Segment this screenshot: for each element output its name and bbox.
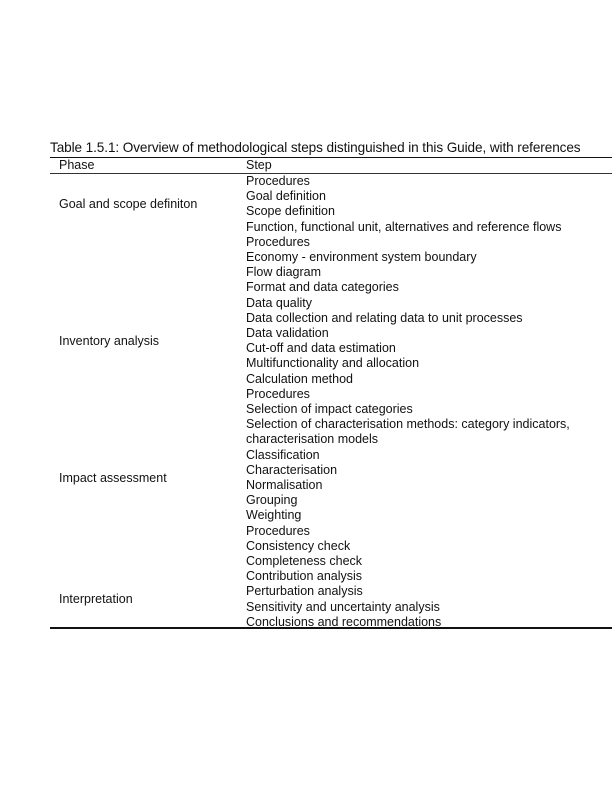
step-item: Selection of characterisation methods: category indicators, xyxy=(246,417,570,432)
step-item: Calculation method xyxy=(246,371,354,386)
header-phase: Phase xyxy=(59,158,95,172)
step-item: Sensitivity and uncertainty analysis xyxy=(246,599,440,614)
step-item: Procedures xyxy=(246,386,310,401)
methodology-table xyxy=(50,139,612,629)
step-item: Conclusions and recommendations xyxy=(246,614,442,629)
step-item: Procedures xyxy=(246,174,310,188)
step-item: Perturbation analysis xyxy=(246,584,363,599)
phase-inventory: Inventory analysis xyxy=(59,334,160,348)
step-item: Format and data categories xyxy=(246,280,399,295)
phase-impact: Impact assessment xyxy=(59,471,167,485)
step-item: Cut-off and data estimation xyxy=(246,341,396,356)
step-item: Procedures xyxy=(246,523,310,538)
step-item: Economy - environment system boundary xyxy=(246,250,477,265)
step-item: Data collection and relating data to unit processes xyxy=(246,310,523,325)
step-item: Normalisation xyxy=(246,478,323,493)
step-item: Goal definition xyxy=(246,189,326,204)
step-item: Flow diagram xyxy=(246,265,322,280)
step-item: Function, functional unit, alternatives and reference flows xyxy=(246,219,562,234)
phase-interpretation: Interpretation xyxy=(59,592,133,606)
table-body xyxy=(50,174,612,627)
table-header-row xyxy=(50,158,612,173)
step-item: Weighting xyxy=(246,508,302,523)
step-list xyxy=(246,174,570,630)
step-item: Grouping xyxy=(246,493,298,508)
step-item: Multifunctionality and allocation xyxy=(246,356,420,371)
step-item: Consistency check xyxy=(246,538,351,553)
step-item: Classification xyxy=(246,447,320,462)
table-caption: Table 1.5.1: Overview of methodological steps distinguished in this Guide, with references xyxy=(50,140,581,155)
step-item: Characterisation xyxy=(246,462,338,477)
step-item: characterisation models xyxy=(246,432,379,447)
step-item: Selection of impact categories xyxy=(246,402,413,417)
header-step: Step xyxy=(246,158,272,172)
step-item: Scope definition xyxy=(246,204,335,219)
step-item: Data validation xyxy=(246,326,329,341)
step-item: Procedures xyxy=(246,234,310,249)
phase-goal-scope: Goal and scope definiton xyxy=(59,197,198,211)
step-item: Completeness check xyxy=(246,554,363,569)
step-item: Contribution analysis xyxy=(246,569,363,584)
step-item: Data quality xyxy=(246,295,313,310)
